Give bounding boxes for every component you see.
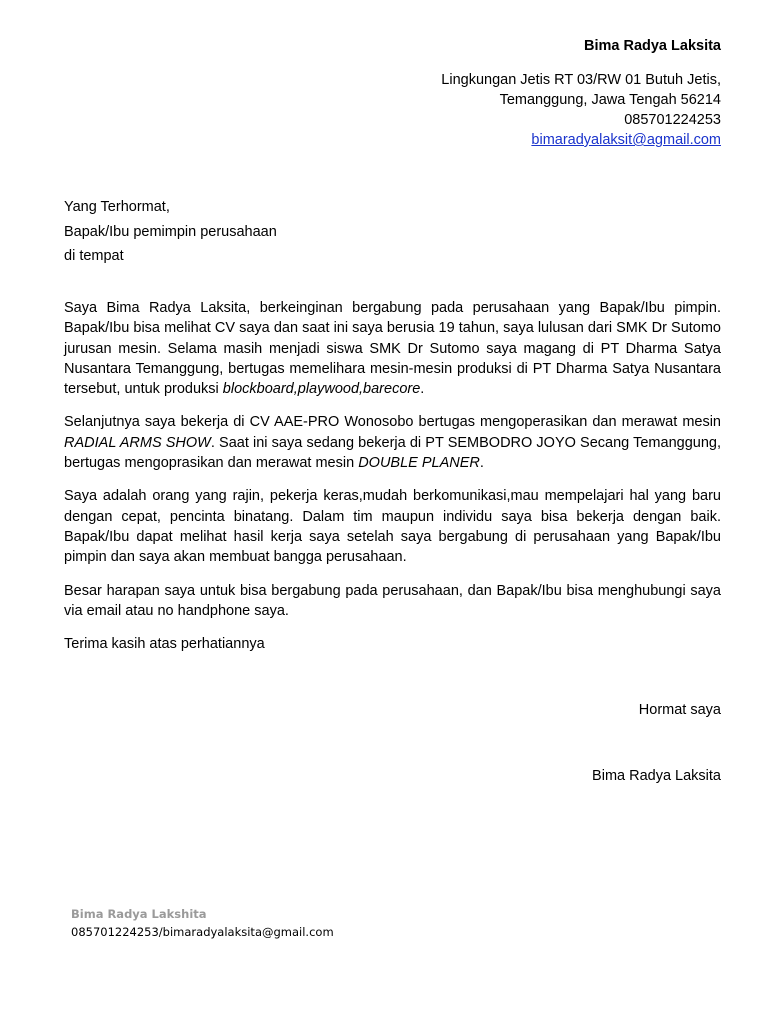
body-p1-text: Saya Bima Radya Laksita, berkeinginan bergabung pada perusahaan yang Bapak/Ibu pimpin. Bapak/Ibu bisa melihat CV saya dan saat ini saya berusia 19 tahun, saya lulusan dari SMK Dr Sutomo jurusan mesin. Selama masih menjadi siswa SMK Dr Sutomo saya magang di PT Dharma Satya Nusantara Temanggung, bertugas memelihara mesin-mesin produksi di PT Dharma Satya Nusantara tersebut, untuk produksi xyxy=(64,300,721,398)
salutation-line1: Yang Terhormat, xyxy=(64,199,170,215)
body-paragraph-5: Terima kasih atas perhatiannya xyxy=(64,636,265,653)
salutation-block xyxy=(64,195,277,269)
sender-email-link[interactable]: bimaradyalaksit@agmail.com xyxy=(531,132,721,148)
letter-body xyxy=(64,298,721,667)
closing-regards: Hormat saya xyxy=(638,702,721,718)
closing-block xyxy=(592,700,721,786)
salutation-line2: Bapak/Ibu pemimpin perusahaan xyxy=(64,223,277,240)
body-paragraph-1 xyxy=(64,298,721,399)
footer-contact: 085701224253/bimaradyalaksita@gmail.com xyxy=(71,925,334,939)
footer-block xyxy=(71,905,334,941)
body-p2-text-b: . Saat ini saya sedang bekerja di PT SEMBODRO JOYO Secang Temanggung, bertugas mengoprasikan dan merawat mesin xyxy=(64,434,721,472)
closing-signer: Bima Radya Laksita xyxy=(592,768,721,784)
body-p2-italic-1: RADIAL ARMS SHOW xyxy=(64,434,211,451)
sender-name: Bima Radya Laksita xyxy=(583,38,721,54)
sender-phone: 085701224253 xyxy=(624,112,721,128)
body-p1-end: . xyxy=(420,381,425,398)
body-paragraph-3: Saya adalah orang yang rajin, pekerja keras,mudah berkomunikasi,mau mempelajari hal yang baru dengan cepat, pencinta binatang. Dalam tim maupun individu saya bisa bekerja dengan baik. Bapak/Ibu dapat melihat hasil kerja saya setelah saya bergabung di perusahaan yang Bapak/Ibu pimpin dan saya akan membuat bangga perusahaan. xyxy=(64,488,721,566)
sender-block xyxy=(441,36,721,150)
body-p2-text-a: Selanjutnya saya bekerja di CV AAE-PRO Wonosobo bertugas mengoperasikan dan merawat mesin xyxy=(64,414,721,431)
body-paragraph-2 xyxy=(64,412,721,473)
salutation-line3: di tempat xyxy=(64,248,124,264)
body-p2-end: . xyxy=(479,455,484,472)
body-p2-italic-2: DOUBLE PLANER xyxy=(358,455,480,472)
sender-address-line1: Lingkungan Jetis RT 03/RW 01 Butuh Jetis, xyxy=(441,72,721,88)
footer-name: Bima Radya Lakshita xyxy=(71,907,207,921)
sender-address-line2: Temanggung, Jawa Tengah 56214 xyxy=(499,92,721,108)
body-p1-italic: blockboard,playwood,barecore xyxy=(222,381,421,398)
body-paragraph-4: Besar harapan saya untuk bisa bergabung pada perusahaan, dan Bapak/Ibu bisa menghubungi saya via email atau no handphone saya. xyxy=(64,582,721,619)
